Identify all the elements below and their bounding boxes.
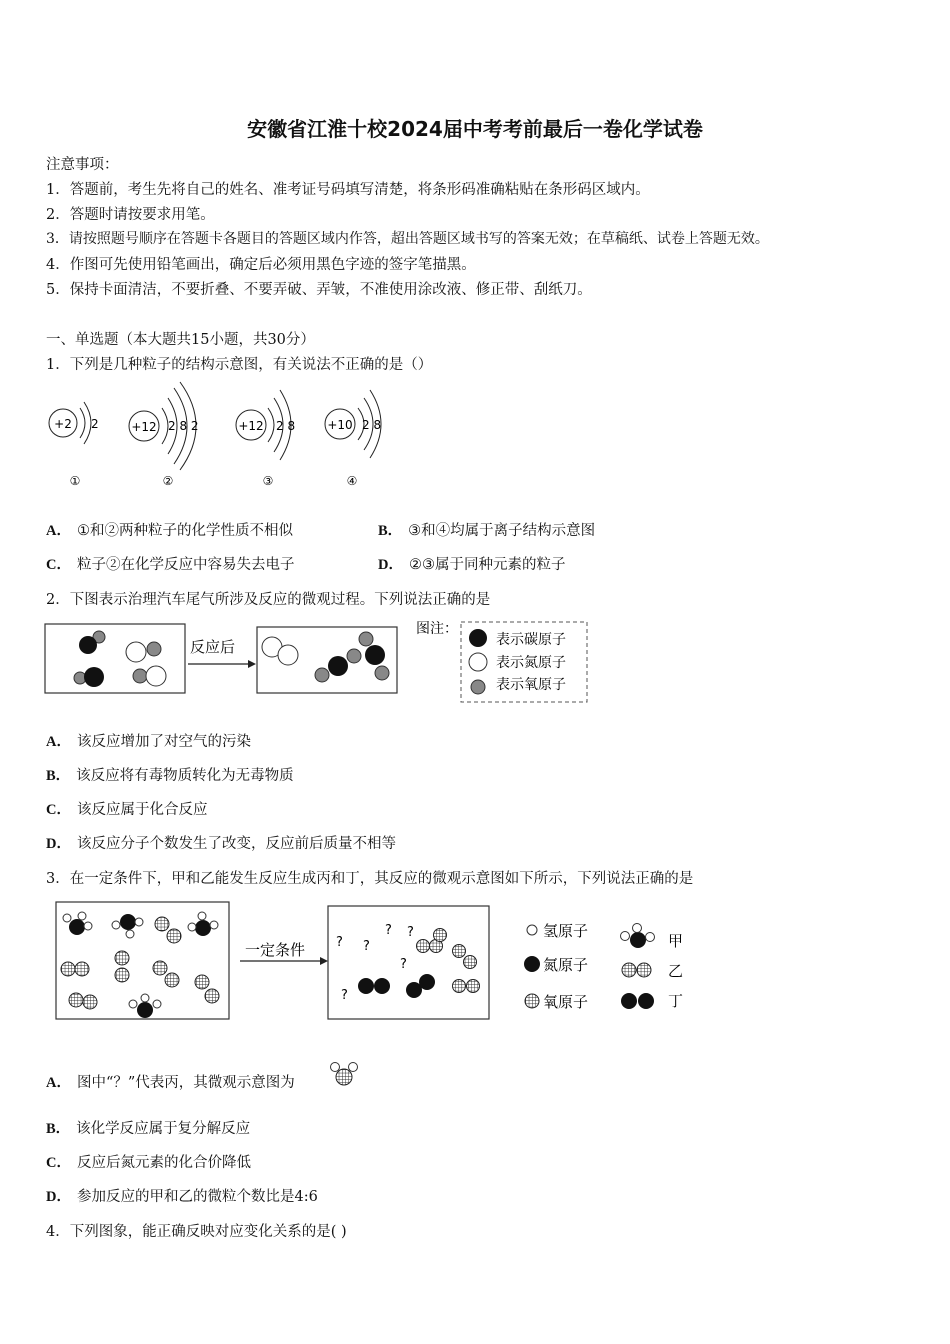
q3-stem: 3．在一定条件下，甲和乙能发生反应生成丙和丁，其反应的微观示意图如下所示，下列说法正确的是 <box>46 871 694 887</box>
q3-option-c: C． 反应后氮元素的化合价降低 <box>46 1155 251 1171</box>
q3-option-b: B． 该化学反应属于复分解反应 <box>46 1121 251 1137</box>
q3-option-d: D． 参加反应的甲和乙的微粒个数比是4:6 <box>46 1189 318 1205</box>
particle-3-label: ③ <box>262 474 274 488</box>
q1-option-c: C． 粒子②在化学反应中容易失去电子 <box>46 557 295 573</box>
q3-legend-oxygen: 氧原子 <box>543 993 589 1011</box>
particle-2 <box>129 382 199 488</box>
q2-legend-carbon: 表示碳原子 <box>496 632 566 648</box>
q4-stem: 4．下列图象，能正确反映对应变化关系的是( ) <box>46 1224 347 1240</box>
q2-option-c: C． 该反应属于化合反应 <box>46 802 208 818</box>
notice-item: 5．保持卡面清洁，不要折叠、不要弄破、弄皱，不准使用涂改液、修正带、刮纸刀。 <box>46 282 592 298</box>
q3-legend-jia: 甲 <box>668 932 684 950</box>
q3-reaction-diagram <box>52 898 702 1024</box>
notice-item: 2．答题时请按要求用笔。 <box>46 207 215 223</box>
particle-1-nucleus: +2 <box>54 417 72 431</box>
q2-option-b: B． 该反应将有毒物质转化为无毒物质 <box>46 768 294 784</box>
particle-4 <box>325 390 381 488</box>
q2-option-a: A． 该反应增加了对空气的污染 <box>46 734 251 750</box>
q3-legend-nitrogen: 氮原子 <box>543 956 589 974</box>
q1-stem: 1．下列是几种粒子的结构示意图，有关说法不正确的是（） <box>46 357 433 373</box>
q3-option-a-molecule-icon <box>326 1060 362 1090</box>
q3-legend-hydrogen: 氢原子 <box>543 922 589 940</box>
particle-4-shells: 2 8 <box>362 418 382 432</box>
particle-4-nucleus: +10 <box>327 418 353 432</box>
particle-2-nucleus: +12 <box>131 420 157 434</box>
particle-1 <box>49 402 99 488</box>
section-heading: 一、单选题（本大题共15小题，共30分） <box>46 332 315 348</box>
q1-particle-diagrams <box>40 378 400 493</box>
svg-text:?: ? <box>400 957 407 972</box>
svg-text:?: ? <box>407 925 414 940</box>
q3-option-a: A． 图中“？”代表丙，其微观示意图为 <box>46 1075 295 1091</box>
svg-text:?: ? <box>385 923 392 938</box>
particle-4-label: ④ <box>346 474 358 488</box>
q2-option-d: D． 该反应分子个数发生了改变，反应前后质量不相等 <box>46 836 396 852</box>
particle-3-shells: 2 8 <box>276 419 296 433</box>
particle-3 <box>236 390 295 488</box>
page-title: 安徽省江淮十校2024届中考考前最后一卷化学试卷 <box>247 117 703 141</box>
particle-3-nucleus: +12 <box>238 419 264 433</box>
svg-text:?: ? <box>341 988 348 1003</box>
notice-item: 1．答题前，考生先将自己的姓名、准考证号码填写清楚，将条形码准确粘贴在条形码区域内。 <box>46 182 650 198</box>
q3-legend-yi: 乙 <box>668 962 684 980</box>
q2-arrow-label: 反应后 <box>190 638 236 656</box>
particle-2-label: ② <box>162 474 174 488</box>
q2-stem: 2．下图表示治理汽车尾气所涉及反应的微观过程。下列说法正确的是 <box>46 592 491 608</box>
particle-1-shells: 2 <box>91 417 99 431</box>
particle-2-shells: 2 8 2 <box>168 419 199 433</box>
svg-text:?: ? <box>363 939 370 954</box>
svg-text:?: ? <box>336 935 343 950</box>
particle-1-label: ① <box>69 474 81 488</box>
notice-item: 3．请按照题号顺序在答题卡各题目的答题区域内作答，超出答题区域书写的答案无效；在草稿纸、试卷上答题无效。 <box>46 231 769 247</box>
q1-option-d: D． ②③属于同种元素的粒子 <box>378 557 566 573</box>
q1-option-a: A． ①和②两种粒子的化学性质不相似 <box>46 523 293 539</box>
q2-legend-title: 图注： <box>416 621 458 637</box>
q3-legend-ding: 丁 <box>668 992 684 1010</box>
q2-legend-oxygen: 表示氧原子 <box>496 677 566 693</box>
q1-option-b: B． ③和④均属于离子结构示意图 <box>378 523 596 539</box>
notice-heading: 注意事项： <box>46 157 119 173</box>
notice-item: 4．作图可先使用铅笔画出，确定后必须用黑色字迹的签字笔描黑。 <box>46 257 476 273</box>
q2-reaction-diagram <box>44 616 594 708</box>
q3-arrow-label: 一定条件 <box>245 941 306 959</box>
q2-legend-nitrogen: 表示氮原子 <box>496 655 566 671</box>
